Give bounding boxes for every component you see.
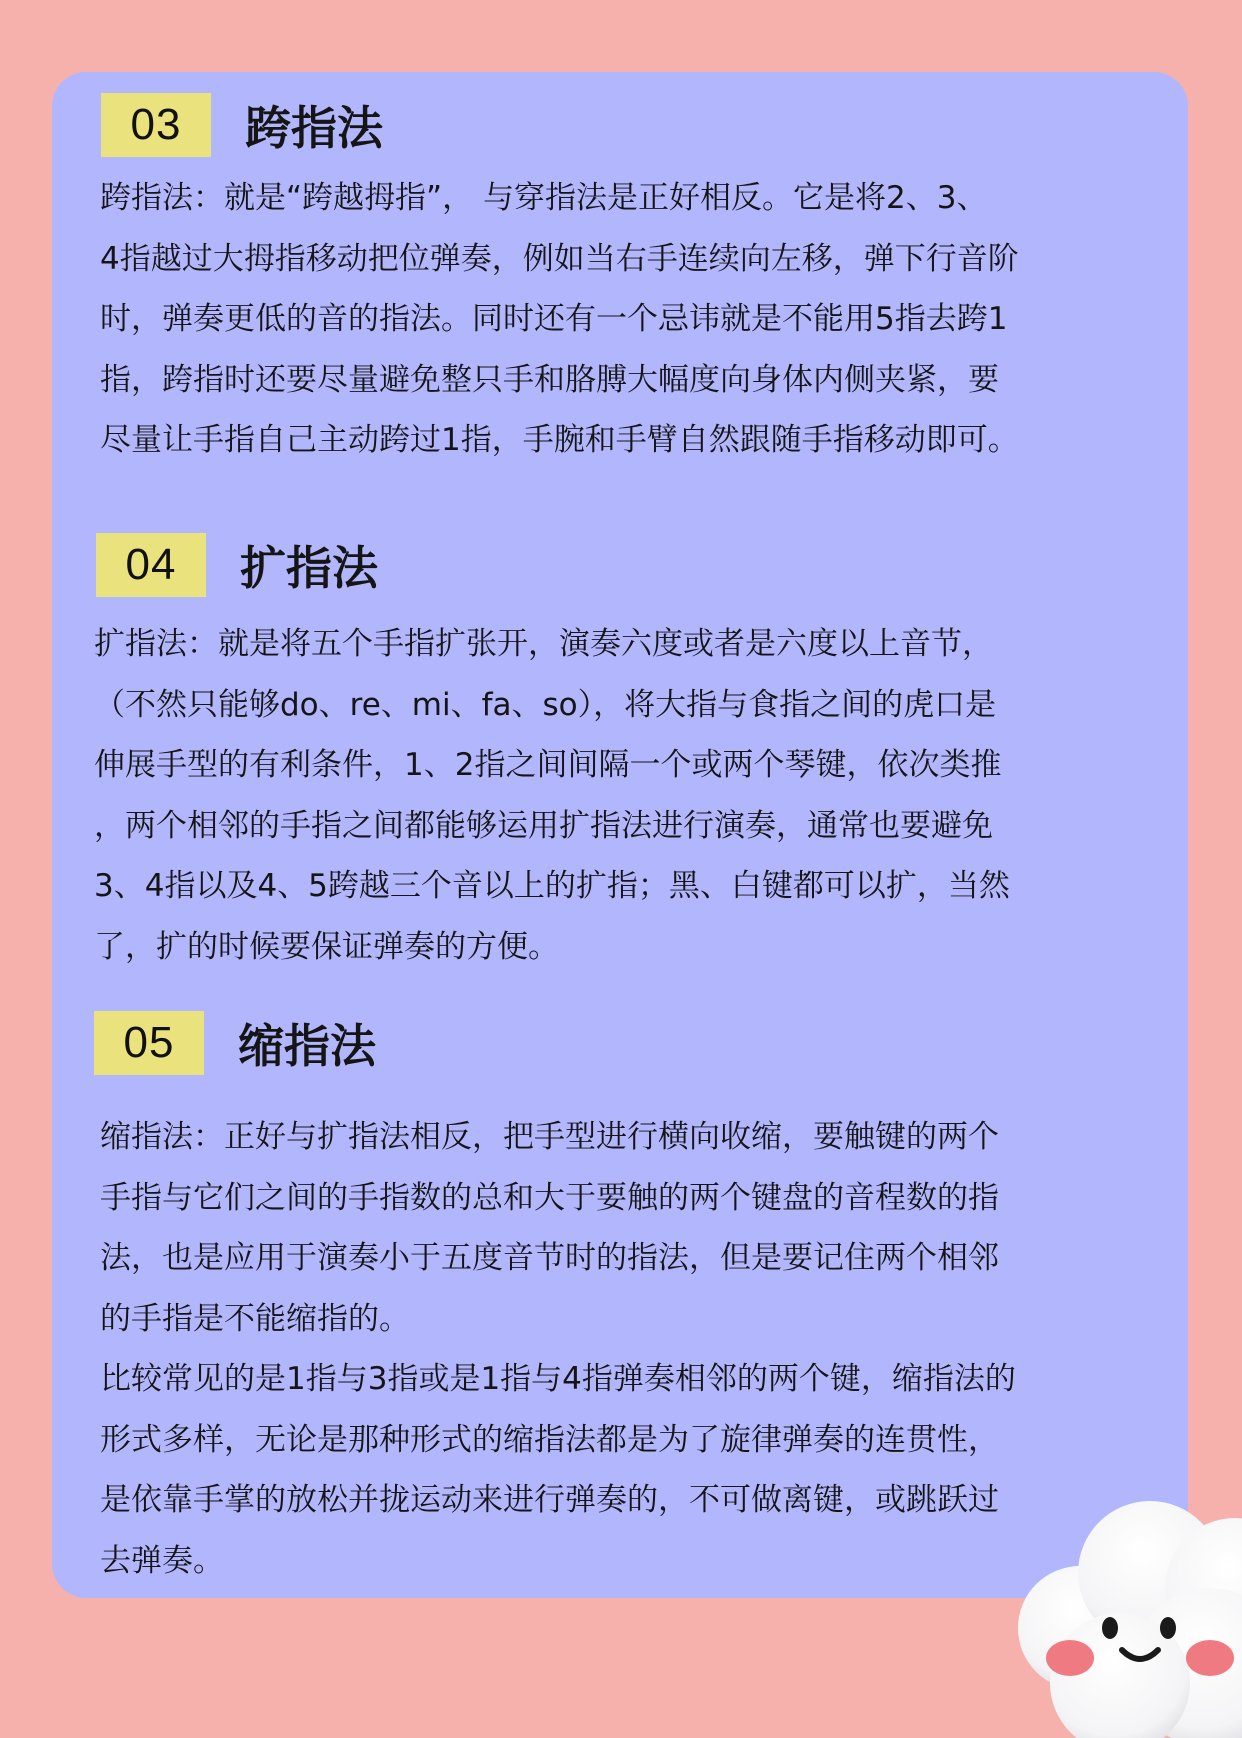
section-header-03 [101, 92, 383, 158]
text-line: 法，也是应用于演奏小于五度音节时的指法，但是要记住两个相邻 [100, 1240, 999, 1276]
text-line: 形式多样，无论是那种形式的缩指法都是为了旋律弹奏的连贯性， [100, 1421, 999, 1458]
text-line: 指，跨指时还要尽量避免整只手和胳膊大幅度向身体内侧夹紧，要 [100, 361, 999, 398]
text-line: 时，弹奏更低的音的指法。同时还有一个忌讳就是不能用5指去跨1 [100, 301, 1008, 337]
section-number-badge: 03 [101, 93, 211, 157]
text-line: 手指与它们之间的手指数的总和大于要触的两个键盘的音程数的指 [100, 1179, 999, 1216]
text-line: 3、4指以及4、5跨越三个音以上的扩指；黑、白键都可以扩，当然 [94, 868, 1010, 904]
section-number-badge: 05 [94, 1011, 204, 1075]
section-body-03 [100, 168, 1019, 471]
section-body-05 [100, 1107, 1016, 1591]
section-header-04 [96, 532, 378, 598]
text-line: 跨指法：就是“跨越拇指”， 与穿指法是正好相反。它是将2、3、 [100, 180, 988, 216]
text-line: 比较常见的是1指与3指或是1指与4指弹奏相邻的两个键，缩指法的 [100, 1361, 1016, 1397]
text-line: 去弹奏。 [100, 1542, 224, 1579]
text-line: 尽量让手指自己主动跨过1指，手腕和手臂自然跟随手指移动即可。 [100, 422, 1019, 458]
text-line: 的手指是不能缩指的。 [100, 1300, 410, 1337]
text-line: 了，扩的时候要保证弹奏的方便。 [94, 928, 559, 965]
text-line: 4指越过大拇指移动把位弹奏，例如当右手连续向左移，弹下行音阶 [100, 240, 1019, 277]
section-title: 扩指法 [240, 541, 378, 595]
text-line: （不然只能够do、re、mi、fa、so），将大指与食指之间的虎口是 [94, 686, 997, 723]
section-header-05 [94, 1010, 376, 1076]
cloud-face-icon [1010, 1478, 1242, 1738]
section-title: 缩指法 [238, 1019, 376, 1073]
text-line: 伸展手型的有利条件，1、2指之间间隔一个或两个琴键，依次类推 [94, 747, 1002, 783]
text-line: ，两个相邻的手指之间都能够运用扩指法进行演奏，通常也要避免 [94, 807, 993, 844]
section-title: 跨指法 [245, 101, 383, 155]
section-body-04 [94, 614, 1010, 977]
text-line: 缩指法：正好与扩指法相反，把手型进行横向收缩，要触键的两个 [100, 1119, 999, 1155]
text-line: 扩指法：就是将五个手指扩张开，演奏六度或者是六度以上音节， [94, 626, 993, 662]
text-line: 是依靠手掌的放松并拢运动来进行弹奏的，不可做离键，或跳跃过 [100, 1482, 999, 1518]
section-number-badge: 04 [96, 533, 206, 597]
